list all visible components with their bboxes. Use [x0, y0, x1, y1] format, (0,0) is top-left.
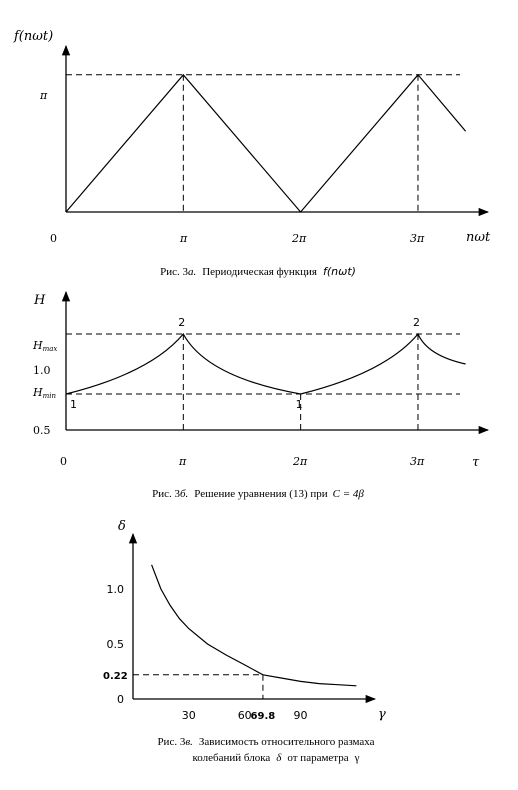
chart-c-series-line [152, 565, 357, 686]
chart-a-x-label: nωt [466, 230, 491, 245]
chart-b-point-label: 1 [295, 398, 303, 411]
chart-c-x-tick: 30 [181, 709, 196, 722]
chart-c-y-tick: 0.5 [106, 638, 124, 651]
chart-b-x-tick: π [179, 455, 187, 468]
chart-b-y-tick: 1.0 [33, 364, 51, 377]
chart-c-y-ticks [107, 583, 125, 706]
chart-b-x-tick: 0 [60, 455, 67, 468]
chart-c-guides [133, 675, 263, 699]
chart-c-caption-line1: Рис. 3в. Зависимость относительного размаха [157, 736, 375, 748]
chart-a-y-label: f(nωt) [14, 29, 54, 44]
chart-b-x-tick: 3π [410, 455, 425, 468]
chart-b-y-tick: 0.5 [33, 424, 51, 437]
chart-c-x-label: γ [378, 707, 386, 722]
chart-c [103, 519, 386, 764]
chart-b-y-label: H [34, 293, 46, 308]
chart-b-caption: Рис. 3б. Решение уравнения (13) при C = 4β [152, 488, 364, 500]
chart-c-caption-line2: колебаний блока δ от параметра γ [192, 752, 360, 764]
chart-b-x-label: τ [472, 455, 480, 470]
chart-c-y-tick: 1.0 [106, 583, 124, 596]
chart-b-point-label: 2 [413, 316, 420, 329]
chart-a-y-tick: π [40, 89, 48, 102]
chart-b-y-tick-hmin: Hmin [33, 386, 56, 400]
chart-c-y-label: δ [118, 519, 126, 534]
chart-c-marker-y-label: 0.22 [103, 670, 128, 682]
chart-a-caption: Рис. 3а. Периодическая функция f(nωt) [160, 265, 356, 278]
chart-a-x-tick: 0 [50, 232, 57, 245]
chart-a-x-tick: 2π [292, 232, 307, 245]
chart-b-point-label: 1 [70, 398, 77, 411]
chart-b-x-tick: 2π [293, 455, 308, 468]
chart-c-x-tick: 90 [293, 709, 308, 722]
chart-a-x-tick: π [180, 232, 188, 245]
chart-a-x-tick: 3π [410, 232, 425, 245]
chart-b-y-tick-hmax: Hmax [33, 339, 58, 353]
chart-b [32, 292, 488, 500]
chart-c-marker-x-label: 69.8 [250, 711, 276, 722]
chart-b-guides [66, 334, 460, 430]
chart-c-x-tick: 60 [237, 709, 252, 722]
chart-a [13, 29, 491, 278]
chart-b-series-line [66, 334, 466, 394]
chart-c-y-tick: 0 [117, 693, 124, 706]
chart-b-point-label: 2 [178, 316, 186, 329]
chart-b-point-labels [70, 316, 420, 411]
chart-a-series-line [66, 75, 466, 212]
chart-c-x-ticks [182, 709, 308, 722]
